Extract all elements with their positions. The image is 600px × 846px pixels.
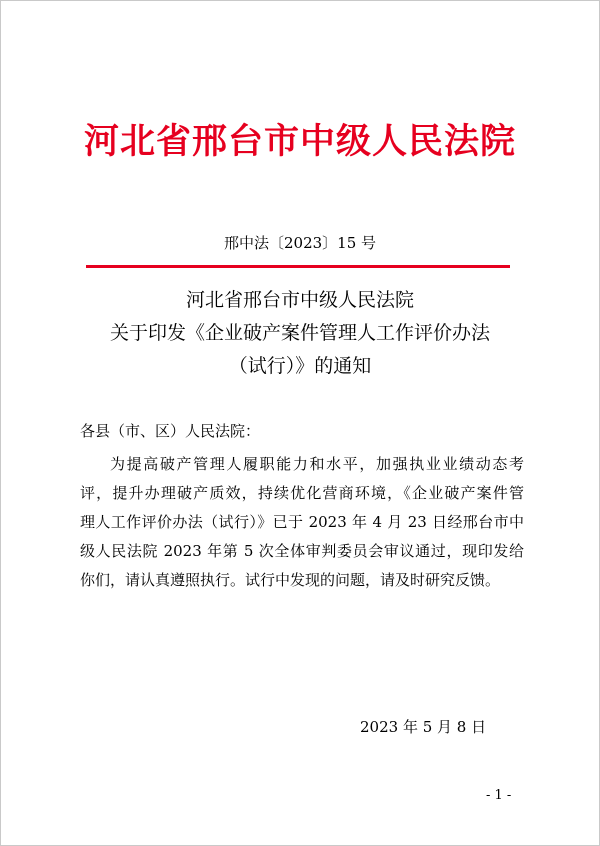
salutation: 各县（市、区）人民法院： [80, 422, 261, 440]
red-divider-line [86, 265, 510, 268]
notice-title-line-2: 关于印发《企业破产案件管理人工作评价办法 [109, 322, 490, 344]
page-number: - 1 - [486, 788, 512, 803]
body-paragraph [80, 450, 524, 595]
body-line-3: 理人工作评价办法（试行）》已于 2023 年 4 月 23 日经邢台市中 [80, 513, 524, 531]
body-line-2: 评，提升办理破产质效，持续优化营商环境，《企业破产案件管 [80, 484, 524, 502]
notice-title [0, 284, 600, 383]
notice-title-line-1: 河北省邢台市中级人民法院 [185, 289, 414, 311]
issue-date: 2023 年 5 月 8 日 [360, 718, 487, 736]
body-line-1: 为提高破产管理人履职能力和水平，加强执业业绩动态考 [110, 455, 524, 473]
body-line-4: 级人民法院 2023 年第 5 次全体审判委员会审议通过，现印发给 [80, 542, 524, 560]
court-header-title: 河北省邢台市中级人民法院 [83, 122, 516, 162]
notice-title-line-3: （试行）》的通知 [228, 355, 372, 377]
body-line-5: 你们，请认真遵照执行。试行中发现的问题，请及时研究反馈。 [80, 571, 501, 589]
document-number: 邢中法〔2023〕15 号 [223, 234, 377, 252]
